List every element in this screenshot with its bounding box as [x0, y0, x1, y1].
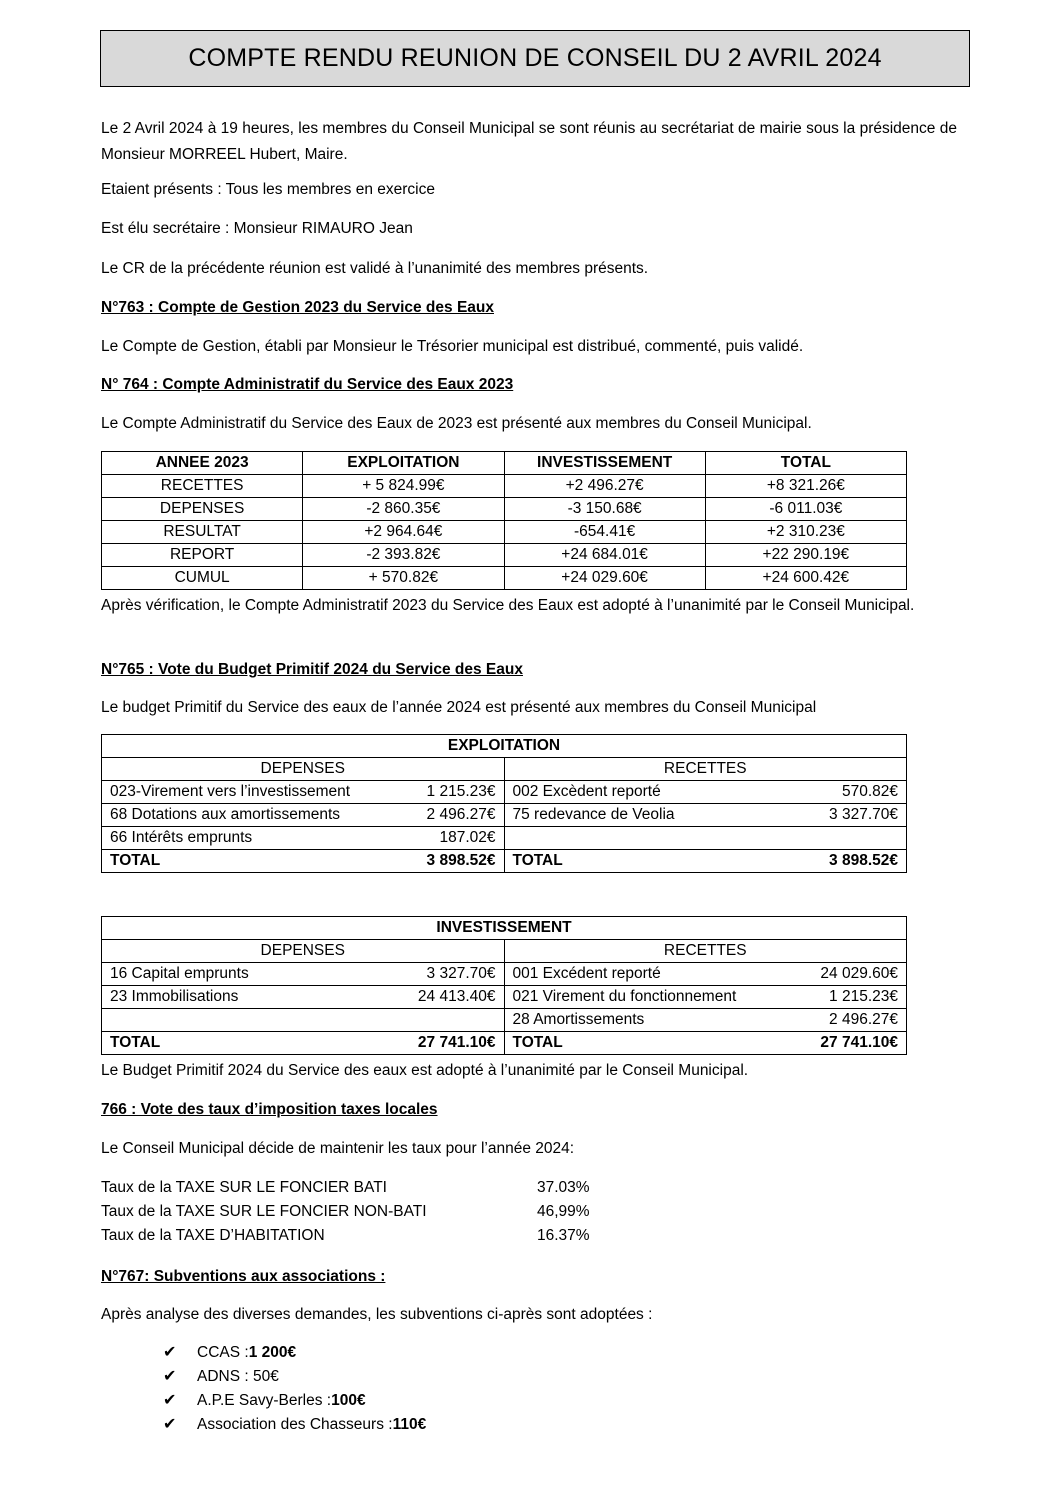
table-row	[102, 986, 907, 1009]
line-label	[102, 1009, 384, 1032]
depenses-header: DEPENSES	[102, 758, 505, 781]
heading-767: N°767: Subventions aux associations :	[101, 1268, 386, 1285]
subvention-amount: 1 200€	[248, 1344, 297, 1361]
after-765: Le Budget Primitif 2024 du Service des eaux est adopté à l’unanimité par le Conseil Municipal.	[101, 1062, 749, 1079]
table-row	[102, 804, 907, 827]
table-cell: CUMUL	[102, 567, 303, 590]
taux-label: Taux de la TAXE D’HABITATION	[101, 1227, 325, 1244]
line-label: 001 Excédent reporté	[504, 963, 786, 986]
exploitation-title: EXPLOITATION	[102, 735, 907, 758]
table-cell: ANNEE 2023	[102, 452, 303, 475]
line-label: TOTAL	[504, 850, 786, 873]
table-row	[102, 498, 907, 521]
taux-label: Taux de la TAXE SUR LE FONCIER NON-BATI	[101, 1203, 427, 1220]
checkmark-icon: ✔	[163, 1368, 177, 1385]
text-767: Après analyse des diverses demandes, les subventions ci-après sont adoptées :	[101, 1306, 653, 1323]
line-amount: 3 898.52€	[383, 850, 504, 873]
taux-row	[101, 1224, 621, 1248]
line-amount: 2 496.27€	[383, 804, 504, 827]
heading-764: N° 764 : Compte Administratif du Service des Eaux 2023	[101, 376, 514, 393]
table-row	[102, 963, 907, 986]
line-label: 023-Virement vers l’investissement	[102, 781, 384, 804]
investissement-title-row	[102, 917, 907, 940]
table-cell: INVESTISSEMENT	[504, 452, 705, 475]
line-amount: 3 327.70€	[786, 804, 907, 827]
heading-766: 766 : Vote des taux d’imposition taxes locales	[101, 1101, 438, 1118]
table-cell: +2 310.23€	[705, 521, 906, 544]
line-label: 002 Excèdent reporté	[504, 781, 786, 804]
checkmark-icon: ✔	[163, 1392, 177, 1409]
line-amount: 27 741.10€	[786, 1032, 907, 1055]
heading-763: N°763 : Compte de Gestion 2023 du Service des Eaux	[101, 299, 494, 316]
subvention-label: CCAS :	[197, 1344, 249, 1361]
line-amount	[786, 827, 907, 850]
line-amount	[383, 1009, 504, 1032]
subvention-label: ADNS : 50€	[197, 1368, 279, 1385]
subvention-label: Association des Chasseurs :	[197, 1416, 393, 1433]
line-label: 28 Amortissements	[504, 1009, 786, 1032]
checkmark-icon: ✔	[163, 1344, 177, 1361]
text-766: Le Conseil Municipal décide de maintenir les taux pour l’année 2024:	[101, 1140, 575, 1157]
heading-765: N°765 : Vote du Budget Primitif 2024 du Service des Eaux	[101, 661, 523, 678]
line-amount: 24 413.40€	[383, 986, 504, 1009]
table-row	[102, 521, 907, 544]
subvention-item	[163, 1365, 426, 1389]
subventions-list	[163, 1341, 426, 1437]
table-header-row	[102, 452, 907, 475]
line-amount: 3 327.70€	[383, 963, 504, 986]
taux-value: 37.03%	[537, 1179, 590, 1196]
table-cell: +24 684.01€	[504, 544, 705, 567]
subvention-item	[163, 1413, 426, 1437]
taux-row	[101, 1176, 621, 1200]
table-row	[102, 544, 907, 567]
exploitation-title-row	[102, 735, 907, 758]
line-label: 68 Dotations aux amortissements	[102, 804, 384, 827]
total-row	[102, 1032, 907, 1055]
line-label: 75 redevance de Veolia	[504, 804, 786, 827]
table-cell: -654.41€	[504, 521, 705, 544]
table-cell: +22 290.19€	[705, 544, 906, 567]
subvention-item	[163, 1389, 426, 1413]
table-cell: -2 860.35€	[303, 498, 504, 521]
compte-administratif-table	[101, 451, 907, 590]
table-cell: RECETTES	[102, 475, 303, 498]
text-763: Le Compte de Gestion, établi par Monsieur le Trésorier municipal est distribué, commenté, puis validé.	[101, 338, 804, 355]
table-cell: -6 011.03€	[705, 498, 906, 521]
table-cell: RESULTAT	[102, 521, 303, 544]
presents-line: Etaient présents : Tous les membres en exercice	[101, 181, 435, 198]
text-764: Le Compte Administratif du Service des Eaux de 2023 est présenté aux membres du Conseil Municipal.	[101, 415, 812, 432]
table-cell: +2 964.64€	[303, 521, 504, 544]
investissement-title: INVESTISSEMENT	[102, 917, 907, 940]
table-row	[102, 475, 907, 498]
depenses-header: DEPENSES	[102, 940, 505, 963]
table-row	[102, 827, 907, 850]
after-764: Après vérification, le Compte Administratif 2023 du Service des Eaux est adopté à l’unanimité par le Conseil Municipal.	[101, 597, 915, 614]
table-cell: DEPENSES	[102, 498, 303, 521]
table-cell: EXPLOITATION	[303, 452, 504, 475]
exploitation-subheader-row	[102, 758, 907, 781]
line-amount: 27 741.10€	[383, 1032, 504, 1055]
table-cell: +2 496.27€	[504, 475, 705, 498]
investissement-subheader-row	[102, 940, 907, 963]
table-cell: REPORT	[102, 544, 303, 567]
table-cell: +8 321.26€	[705, 475, 906, 498]
checkmark-icon: ✔	[163, 1416, 177, 1433]
taux-value: 46,99%	[537, 1203, 590, 1220]
table-cell: + 570.82€	[303, 567, 504, 590]
table-cell: +24 600.42€	[705, 567, 906, 590]
line-label: 16 Capital emprunts	[102, 963, 384, 986]
subvention-label: A.P.E Savy-Berles :	[197, 1392, 332, 1409]
line-amount: 3 898.52€	[786, 850, 907, 873]
table-row	[102, 1009, 907, 1032]
subvention-amount: 110€	[392, 1416, 427, 1433]
table-cell: +24 029.60€	[504, 567, 705, 590]
table-cell: -2 393.82€	[303, 544, 504, 567]
text-765: Le budget Primitif du Service des eaux de l’année 2024 est présenté aux membres du Conseil Municipal	[101, 699, 817, 716]
line-amount: 1 215.23€	[786, 986, 907, 1009]
line-label: 66 Intérêts emprunts	[102, 827, 384, 850]
table-cell: + 5 824.99€	[303, 475, 504, 498]
total-row	[102, 850, 907, 873]
line-amount: 24 029.60€	[786, 963, 907, 986]
table-cell: -3 150.68€	[504, 498, 705, 521]
line-amount: 1 215.23€	[383, 781, 504, 804]
document-title: COMPTE RENDU REUNION DE CONSEIL DU 2 AVRIL 2024	[100, 30, 970, 87]
recettes-header: RECETTES	[504, 758, 907, 781]
cr-valide-line: Le CR de la précédente réunion est validé à l’unanimité des membres présents.	[101, 260, 649, 277]
recettes-header: RECETTES	[504, 940, 907, 963]
budget-investissement-table	[101, 916, 907, 1055]
line-amount: 570.82€	[786, 781, 907, 804]
taux-value: 16.37%	[537, 1227, 590, 1244]
taux-row	[101, 1200, 621, 1224]
line-amount: 187.02€	[383, 827, 504, 850]
line-label: 23 Immobilisations	[102, 986, 384, 1009]
table-row	[102, 781, 907, 804]
secretaire-line: Est élu secrétaire : Monsieur RIMAURO Jean	[101, 220, 413, 237]
line-label: TOTAL	[102, 1032, 384, 1055]
table-row	[102, 567, 907, 590]
line-amount: 2 496.27€	[786, 1009, 907, 1032]
line-label: TOTAL	[504, 1032, 786, 1055]
taux-label: Taux de la TAXE SUR LE FONCIER BATI	[101, 1179, 387, 1196]
table-cell: TOTAL	[705, 452, 906, 475]
taux-list	[101, 1176, 621, 1248]
intro-paragraph: Le 2 Avril 2024 à 19 heures, les membres du Conseil Municipal se sont réunis au secrétariat de mairie sous la présidence de Monsieur MORREEL Hubert, Maire.	[101, 120, 957, 163]
line-label: 021 Virement du fonctionnement	[504, 986, 786, 1009]
line-label: TOTAL	[102, 850, 384, 873]
subvention-item	[163, 1341, 426, 1365]
line-label	[504, 827, 786, 850]
budget-exploitation-table	[101, 734, 907, 873]
subvention-amount: 100€	[331, 1392, 366, 1409]
